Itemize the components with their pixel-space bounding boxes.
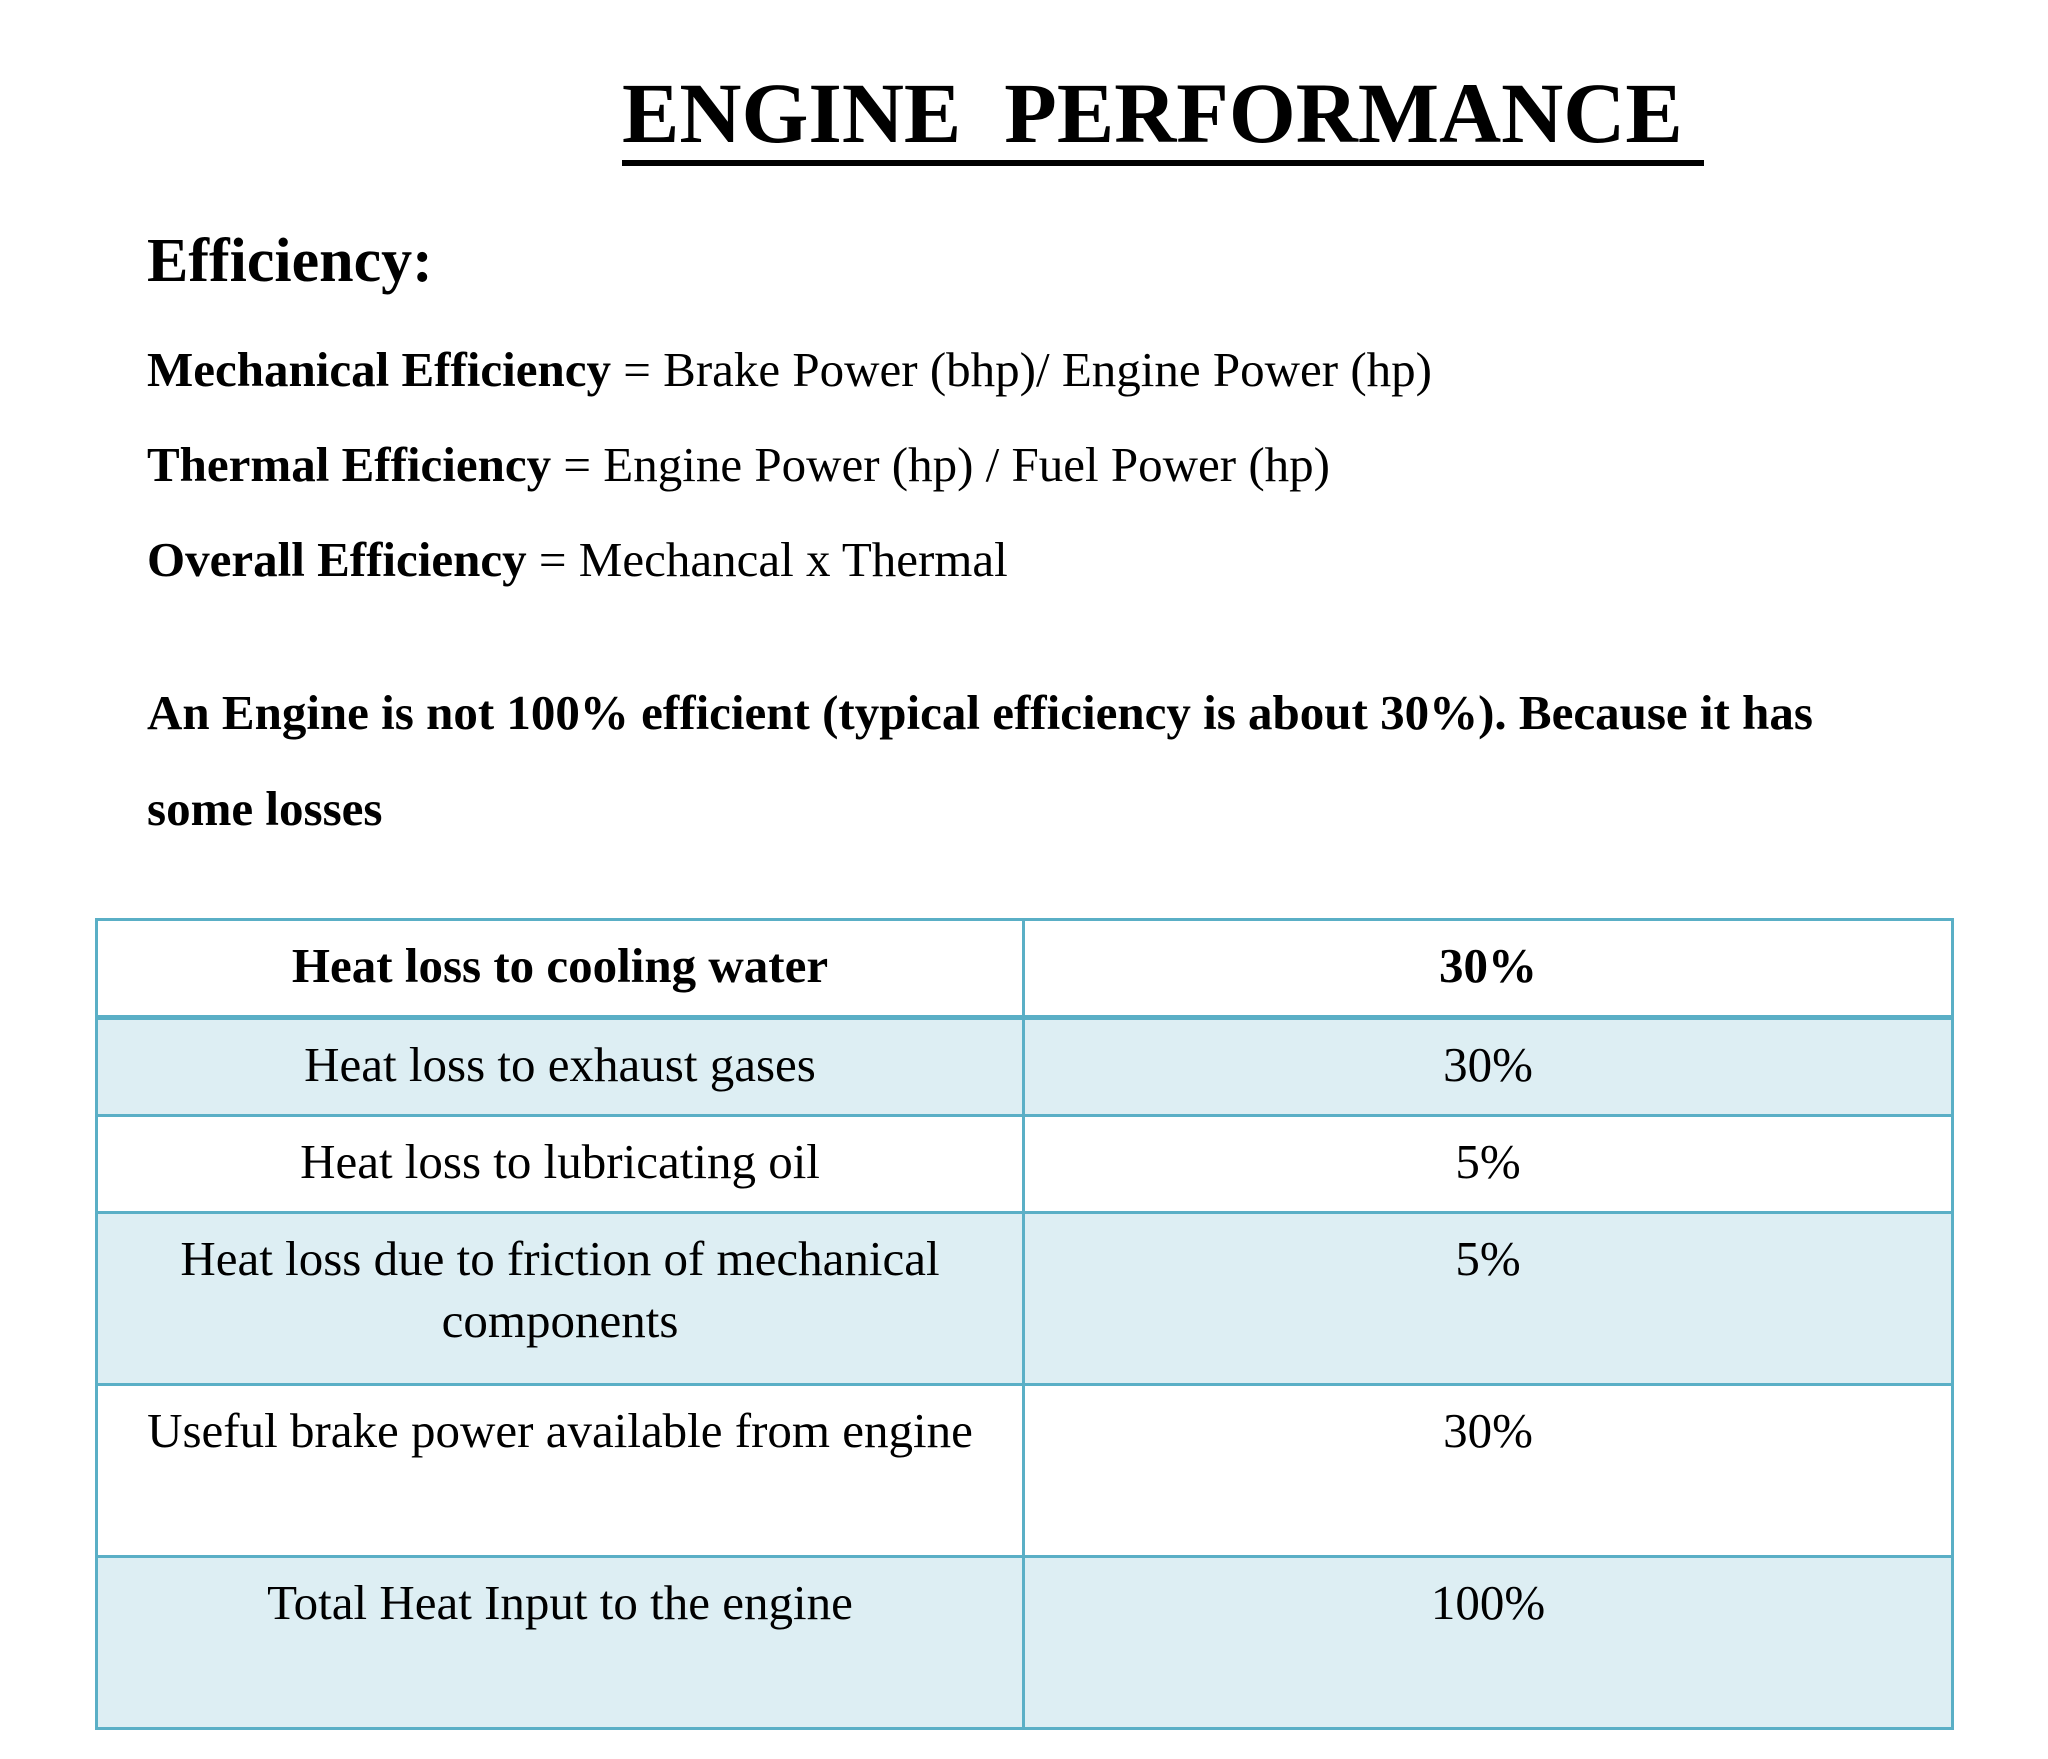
table-row — [97, 1385, 1953, 1557]
formula-mechanical-efficiency — [147, 342, 1432, 397]
section-heading-efficiency: Efficiency: — [147, 227, 433, 295]
table-header-row — [97, 920, 1953, 1018]
table-cell-value: 100% — [1024, 1557, 1953, 1729]
table-cell-value: 30% — [1024, 1018, 1953, 1116]
table-cell-label: Heat loss to exhaust gases — [97, 1018, 1024, 1116]
heat-loss-table — [95, 918, 1954, 1730]
table-row — [97, 1213, 1953, 1385]
page-title: ENGINE PERFORMANCE — [622, 70, 1704, 166]
formula-definition: = Mechancal x Thermal — [526, 532, 1008, 587]
table-row — [97, 1557, 1953, 1729]
formula-definition: = Engine Power (hp) / Fuel Power (hp) — [551, 437, 1330, 492]
table-cell-label: Heat loss to cooling water — [97, 920, 1024, 1018]
table-cell-label: Heat loss due to friction of mechanical components — [97, 1213, 1024, 1385]
table-cell-label: Heat loss to lubricating oil — [97, 1116, 1024, 1213]
formula-term: Mechanical Efficiency — [147, 342, 612, 397]
formula-thermal-efficiency — [147, 437, 1330, 492]
table-cell-value: 30% — [1024, 1385, 1953, 1557]
formula-term: Thermal Efficiency — [147, 437, 552, 492]
formula-term: Overall Efficiency — [147, 532, 527, 587]
table-cell-value: 5% — [1024, 1213, 1953, 1385]
table-row — [97, 1018, 1953, 1116]
table-row — [97, 1116, 1953, 1213]
table-cell-label: Useful brake power available from engine — [97, 1385, 1024, 1557]
table-cell-label: Total Heat Input to the engine — [97, 1557, 1024, 1729]
table-cell-value: 30% — [1024, 920, 1953, 1018]
efficiency-note: An Engine is not 100% efficient (typical efficiency is about 30%). Because it has some losses — [147, 685, 1813, 836]
formula-overall-efficiency — [147, 532, 1008, 587]
formula-definition: = Brake Power (bhp)/ Engine Power (hp) — [611, 342, 1432, 397]
table-cell-value: 5% — [1024, 1116, 1953, 1213]
